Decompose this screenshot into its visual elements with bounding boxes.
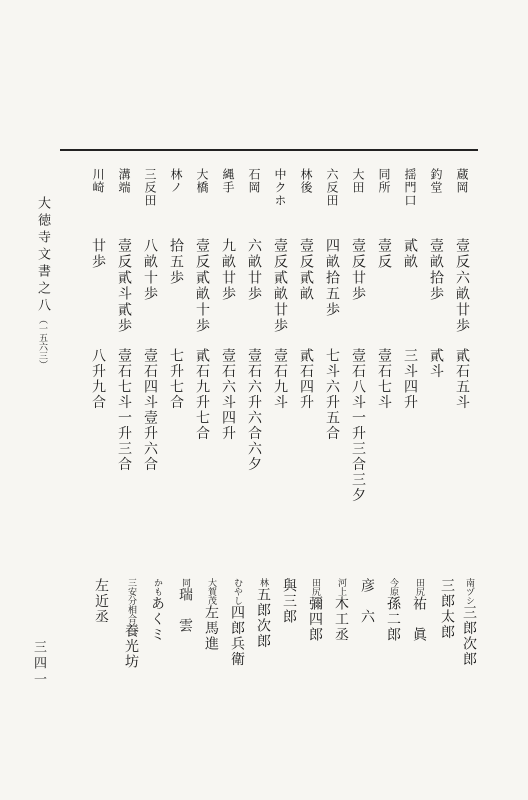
cultivator-label: あくミ (149, 596, 165, 643)
rice-yield: 貳石九升七合 (194, 348, 210, 441)
rice-yield: 貳斗 (428, 348, 444, 379)
rice-yield: 壹石七斗 (376, 348, 392, 410)
rice-yield: 七升七合 (168, 348, 184, 410)
rice-yield: 七斗六升五合 (324, 348, 340, 441)
cultivator-label: 與三郎 (281, 578, 297, 625)
field-area: 廿歩 (90, 238, 106, 270)
cultivator-name (94, 578, 108, 625)
cultivator-label: 左馬進 (203, 605, 219, 652)
header-title: 大徳寺文書之八 (35, 196, 50, 315)
place-name: 大橋 (195, 168, 209, 194)
cultivator-annotation: 今原 (388, 578, 398, 596)
place-name: 六反田 (325, 168, 339, 207)
field-area: 壹反貳斗貳歩 (116, 238, 132, 334)
header-subtitle: （一五六三） (37, 315, 47, 369)
field-area: 壹反貳畝 (298, 238, 314, 302)
place-name: 林後 (299, 168, 313, 194)
field-area: 六畝廿歩 (246, 238, 262, 302)
place-name: 林ノ (169, 168, 183, 194)
field-area: 壹畝拾歩 (428, 238, 444, 302)
cultivator-name (178, 578, 192, 634)
place-name: 石岡 (247, 168, 261, 194)
rice-yield: 壹石八斗一升三合三夕 (350, 348, 366, 503)
place-name: 大田 (351, 168, 365, 194)
cultivator-annotation: 大賀茂 (206, 578, 216, 605)
horizontal-rule (60, 149, 478, 151)
place-name: 揺門口 (403, 168, 417, 207)
rice-yield: 壹石四斗壹升六合 (142, 348, 158, 472)
cultivator-annotation: 同 (180, 578, 190, 587)
cultivator-name (462, 578, 476, 667)
cultivator-name (256, 578, 270, 649)
field-area: 拾五歩 (168, 238, 184, 286)
cultivator-name (440, 578, 454, 640)
place-name: 溝端 (117, 168, 131, 194)
place-name: 蔵岡 (455, 168, 469, 194)
place-name: 三反田 (143, 168, 157, 207)
cultivator-name (204, 578, 218, 652)
field-area: 壹反貳畝廿歩 (272, 238, 288, 334)
place-name: 中クホ (273, 168, 287, 207)
cultivator-annotation: 林 (258, 578, 268, 587)
rice-yield: 貳石四升 (298, 348, 314, 410)
place-name: 縄手 (221, 168, 235, 194)
cultivator-name (334, 578, 348, 643)
rice-yield: 壹石六斗四升 (220, 348, 236, 441)
cultivator-label: 三郎次郎 (461, 605, 477, 667)
cultivator-label: 木工丞 (333, 596, 349, 643)
cultivator-name (386, 578, 400, 643)
cultivator-annotation: むやし (232, 578, 242, 605)
rice-yield: 貳石五斗 (454, 348, 470, 410)
cultivator-name (150, 578, 164, 643)
field-area: 壹反 (376, 238, 392, 270)
field-area: 壹反貳畝十歩 (194, 238, 210, 334)
cultivator-name (308, 578, 322, 643)
rice-yield: 壹石六升六合六夕 (246, 348, 262, 472)
cultivator-annotation: かも (152, 578, 162, 596)
cultivator-label: 瑞 雲 (177, 587, 193, 634)
cultivator-name (360, 578, 374, 625)
rice-yield: 三斗四升 (402, 348, 418, 410)
cultivator-label: 彌四郎 (307, 596, 323, 643)
field-area: 壹反廿歩 (350, 238, 366, 302)
place-name: 川崎 (91, 168, 105, 194)
cultivator-annotation: 田尻 (310, 578, 320, 596)
place-name: 同所 (377, 168, 391, 194)
place-name: 釣堂 (429, 168, 443, 194)
page-number: 三四一 (31, 640, 46, 688)
cultivator-name (230, 578, 244, 667)
rice-yield: 壹石九斗 (272, 348, 288, 410)
cultivator-label: 彦 六 (359, 578, 375, 625)
cultivator-annotation: 南ヅシ (464, 578, 474, 605)
cultivator-label: 孫二郎 (385, 596, 401, 643)
field-area: 貳畝 (402, 238, 418, 270)
cultivator-name (412, 578, 426, 643)
cultivator-label: 四郎兵衛 (229, 605, 245, 667)
rice-yield: 壹石七斗一升三合 (116, 348, 132, 472)
cultivator-label: 三郎太郎 (439, 578, 455, 640)
cultivator-label: 五郎次郎 (255, 587, 271, 649)
field-area: 四畝拾五歩 (324, 238, 340, 318)
cultivator-annotation: 河上 (336, 578, 346, 596)
cultivator-annotation: 三安分相合 (126, 578, 136, 623)
field-area: 九畝廿歩 (220, 238, 236, 302)
rice-yield: 八升九合 (90, 348, 106, 410)
cultivator-label: 祐 眞 (411, 596, 427, 643)
cultivator-name (282, 578, 296, 625)
cultivator-label: 養光坊 (123, 623, 139, 670)
cultivator-name (124, 578, 138, 670)
cultivator-annotation: 田尻 (414, 578, 424, 596)
cultivator-label: 左近丞 (93, 578, 109, 625)
field-area: 壹反六畝廿歩 (454, 238, 470, 334)
running-header (36, 196, 49, 369)
field-area: 八畝十歩 (142, 238, 158, 302)
